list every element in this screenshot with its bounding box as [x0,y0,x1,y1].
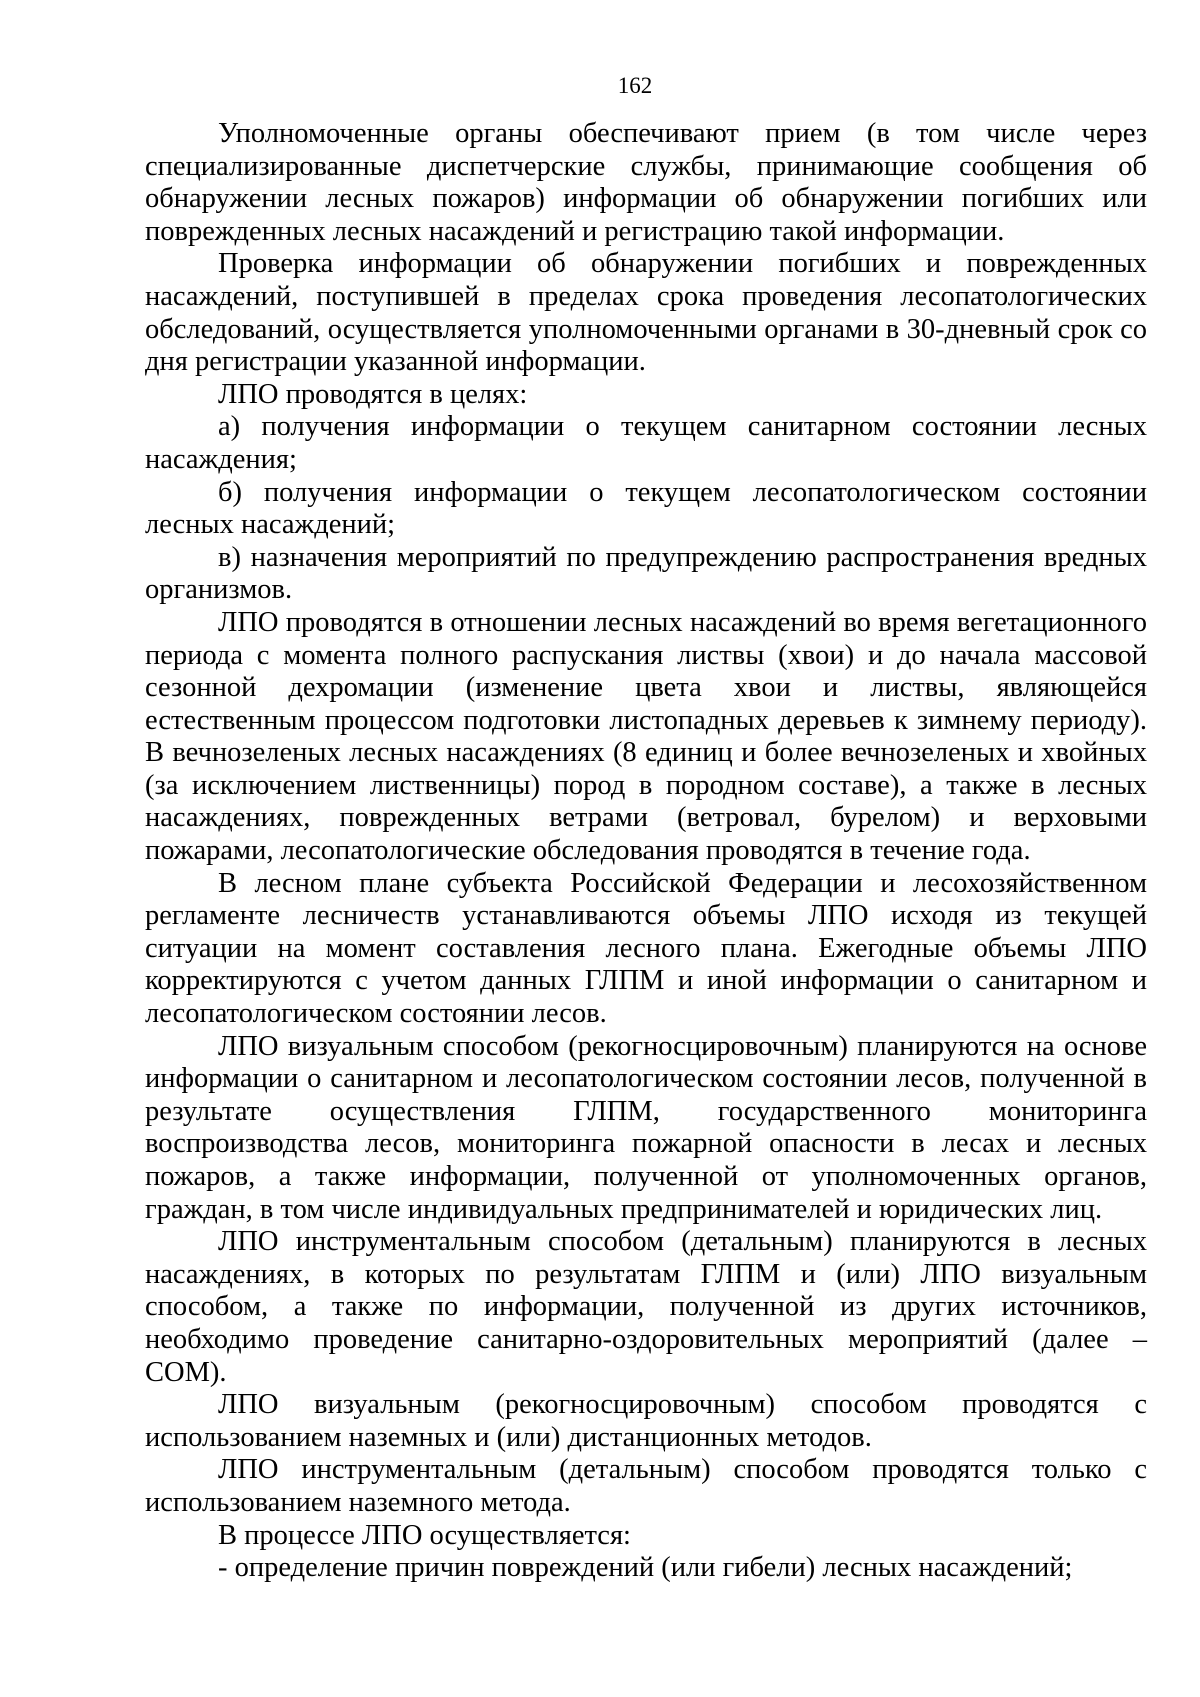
document-body [145,118,1147,1585]
paragraph-authorities-reception: Уполномоченные органы обеспечивают прием (в том числе через специализированные диспетчерские службы, принимающие сообщения об обнаружении лесных пожаров) информации об обнаружении погибших или поврежденных лесных насаждений и регистрацию такой информации. [145,118,1147,247]
paragraph-goals-intro: ЛПО проводятся в целях: [218,378,528,410]
paragraph-visual-method: ЛПО визуальным способом (рекогносцировочным) планируются на основе информации о санитарном и лесопатологическом состоянии лесов, полученной в результате осуществления ГЛПМ, государственного мониторинга воспроизводства лесов, мониторинга пожарной опасности в лесах и лесных пожаров, а также информации, полученной от уполномоченных органов, граждан, в том числе индивидуальных предпринимателей и юридических лиц. [145,1030,1147,1225]
paragraph-verification-timeline: Проверка информации об обнаружении погибших и поврежденных насаждений, поступившей в пределах срока проведения лесопатологических обследований, осуществляется уполномоченными органами в 30-дневный срок со дня регистрации указанной информации. [145,248,1147,378]
paragraph-visual-methods-used: ЛПО визуальным (рекогносцировочным) способом проводятся с использованием наземных и (или) дистанционных методов. [145,1389,1147,1453]
page-number: 162 [617,73,653,98]
list-item-goal-c: в) назначения мероприятий по предупреждению распространения вредных организмов. [145,541,1147,606]
list-item-goal-a: а) получения информации о текущем санитарном состоянии лесных насаждения; [145,411,1147,475]
list-item-determine-causes: - определение причин повреждений (или гибели) лесных насаждений; [218,1552,1073,1584]
paragraph-instrumental-method: ЛПО инструментальным способом (детальным) планируются в лесных насаждениях, в которых по результатам ГЛПМ и (или) ЛПО визуальным способом, а также по информации, полученной из других источников, необходимо проведение санитарно-оздоровительных мероприятий (далее – СОМ). [145,1226,1147,1388]
paragraph-timing: ЛПО проводятся в отношении лесных насаждений во время вегетационного периода с момента полного распускания листвы (хвои) и до начала массовой сезонной дехромации (изменение цвета хвои и листвы, являющейся естественным процессом подготовки листопадных деревьев к зимнему периоду). В вечнозеленых лесных насаждениях (8 единиц и более вечнозеленых и хвойных (за исключением лиственницы) пород в породном составе), а также в лесных насаждениях, поврежденных ветрами (ветровал, бурелом) и верховыми пожарами, лесопатологические обследования проводятся в течение года. [145,606,1147,867]
paragraph-forest-plan: В лесном плане субъекта Российской Федерации и лесохозяйственном регламенте лесничеств устанавливаются объемы ЛПО исходя из текущей ситуации на момент составления лесного плана. Ежегодные объемы ЛПО корректируются с учетом данных ГЛПМ и иной информации о санитарном и лесопатологическом состоянии лесов. [145,867,1147,1030]
paragraph-process-intro: В процессе ЛПО осуществляется: [218,1519,631,1551]
paragraph-instrumental-ground-method: ЛПО инструментальным (детальным) способом проводятся только с использованием наземного метода. [145,1454,1147,1518]
list-item-goal-b: б) получения информации о текущем лесопатологическом состоянии лесных насаждений; [145,476,1147,541]
